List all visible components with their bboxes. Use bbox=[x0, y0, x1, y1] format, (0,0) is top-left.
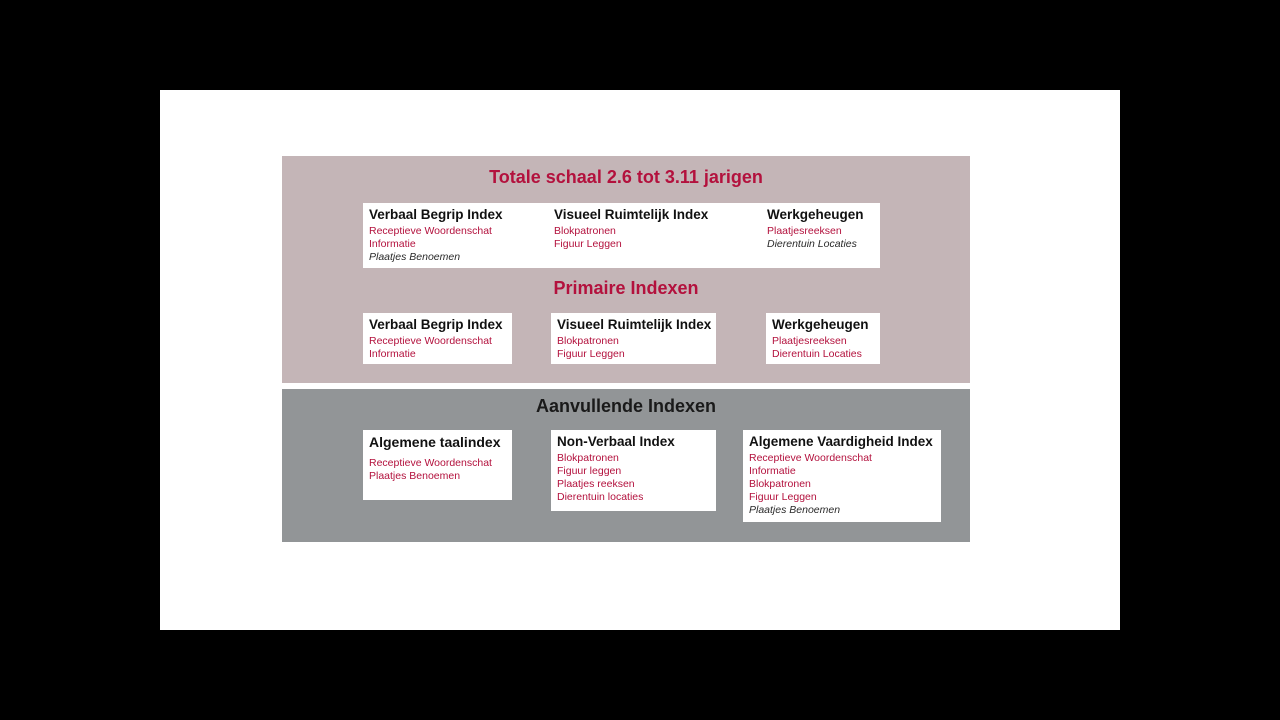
total-visual-title: Visueel Ruimtelijk Index bbox=[554, 207, 709, 222]
additional-nonverbal-box bbox=[551, 430, 716, 511]
total-memory-items bbox=[767, 225, 864, 251]
subtest-item: Dierentuin Locaties bbox=[767, 238, 857, 250]
primary-visual-box bbox=[551, 313, 716, 364]
additional-general-ability-title: Algemene Vaardigheid Index bbox=[749, 434, 933, 449]
primary-verbal-items bbox=[369, 335, 506, 361]
subtest-item: Figuur Leggen bbox=[554, 238, 622, 250]
subtest-item: Plaatjes reeksen bbox=[557, 478, 635, 490]
additional-language-items bbox=[369, 457, 506, 483]
subtest-item: Figuur Leggen bbox=[557, 348, 625, 360]
primary-visual-title: Visueel Ruimtelijk Index bbox=[557, 317, 712, 332]
primary-verbal-box bbox=[363, 313, 512, 364]
subtest-item: Informatie bbox=[369, 238, 416, 250]
subtest-item: Plaatjes Benoemen bbox=[369, 470, 461, 482]
subtest-item: Receptieve Woordenschat bbox=[369, 457, 492, 469]
additional-general-ability-items bbox=[749, 452, 935, 517]
subtest-item: Blokpatronen bbox=[554, 225, 616, 237]
subtest-item: Receptieve Woordenschat bbox=[369, 335, 492, 347]
subtest-item: Dierentuin Locaties bbox=[772, 348, 862, 360]
subtest-item: Plaatjes Benoemen bbox=[749, 504, 841, 516]
slide bbox=[160, 90, 1120, 630]
primary-memory-title: Werkgeheugen bbox=[772, 317, 869, 332]
subtest-item: Dierentuin locaties bbox=[557, 491, 644, 503]
primary-visual-items bbox=[557, 335, 710, 361]
additional-general-ability-box bbox=[743, 430, 941, 522]
total-visual-items bbox=[554, 225, 708, 251]
additional-language-title: Algemene taalindex bbox=[369, 434, 501, 450]
total-verbal-column bbox=[369, 207, 503, 264]
total-verbal-title: Verbaal Begrip Index bbox=[369, 207, 503, 222]
primary-memory-items bbox=[772, 335, 874, 361]
additional-nonverbal-title: Non-Verbaal Index bbox=[557, 434, 675, 449]
subtest-item: Plaatjesreeksen bbox=[772, 335, 847, 347]
subtest-item: Blokpatronen bbox=[557, 335, 619, 347]
additional-indexes-title: Aanvullende Indexen bbox=[535, 396, 717, 416]
subtest-item: Receptieve Woordenschat bbox=[749, 452, 872, 464]
subtest-item: Informatie bbox=[749, 465, 796, 477]
additional-indexes-panel bbox=[282, 389, 970, 542]
subtest-item: Plaatjesreeksen bbox=[767, 225, 842, 237]
total-scale-panel bbox=[282, 156, 970, 383]
total-memory-column bbox=[767, 207, 864, 251]
total-scale-box bbox=[363, 203, 880, 268]
additional-nonverbal-items bbox=[557, 452, 710, 504]
total-verbal-items bbox=[369, 225, 503, 264]
primary-memory-box bbox=[766, 313, 880, 364]
total-scale-title: Totale schaal 2.6 tot 3.11 jarigen bbox=[489, 167, 763, 187]
subtest-item: Blokpatronen bbox=[749, 478, 811, 490]
subtest-item: Receptieve Woordenschat bbox=[369, 225, 492, 237]
total-memory-title: Werkgeheugen bbox=[767, 207, 864, 222]
primary-indexes-title: Primaire Indexen bbox=[553, 278, 699, 298]
subtest-item: Figuur leggen bbox=[557, 465, 622, 477]
subtest-item: Figuur Leggen bbox=[749, 491, 817, 503]
total-visual-column bbox=[554, 207, 708, 251]
additional-language-box bbox=[363, 430, 512, 500]
subtest-item: Blokpatronen bbox=[557, 452, 619, 464]
primary-verbal-title: Verbaal Begrip Index bbox=[369, 317, 503, 332]
subtest-item: Informatie bbox=[369, 348, 416, 360]
subtest-item: Plaatjes Benoemen bbox=[369, 251, 461, 263]
